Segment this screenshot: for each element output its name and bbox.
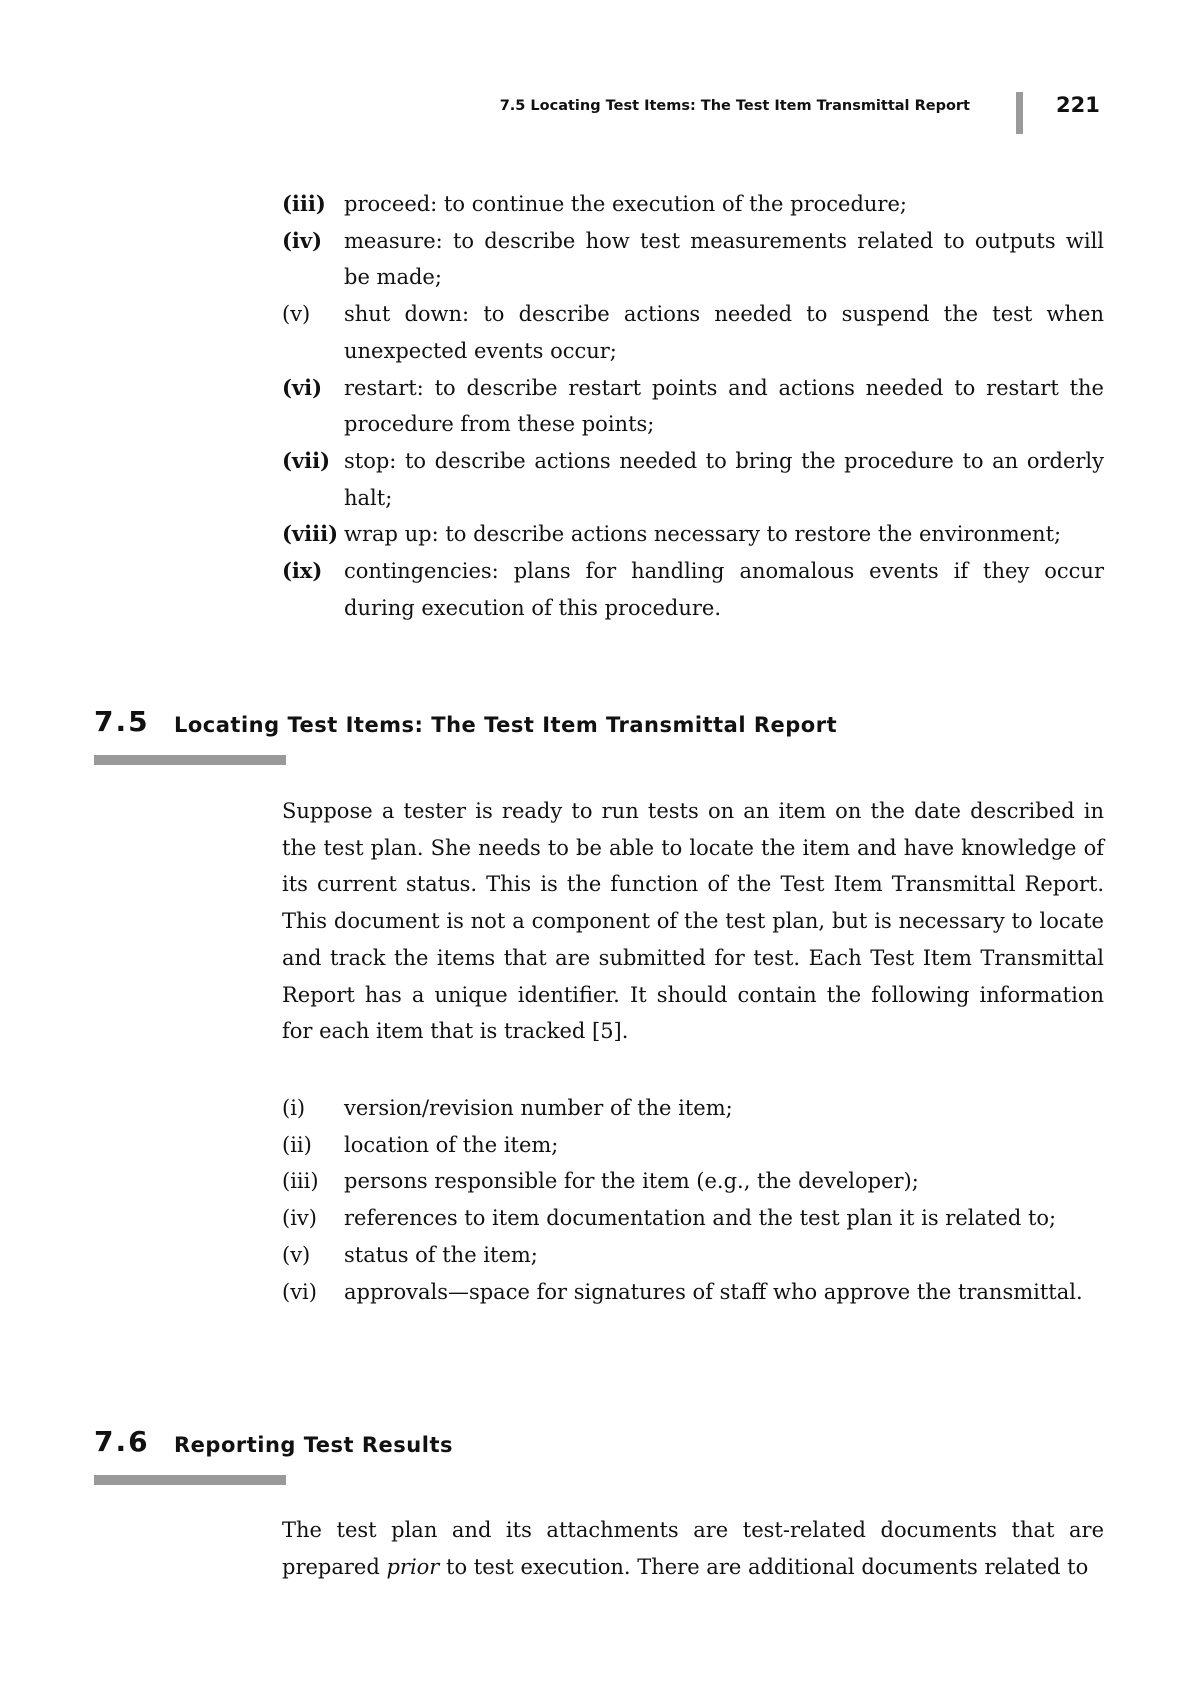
list-item-label: (ii) xyxy=(282,1132,312,1157)
section-number: 7.6 xyxy=(94,1425,150,1458)
paragraph-text-start: The test plan and its attachments are test-related documents that are prepared xyxy=(282,1518,1104,1579)
list-item-text: references to item documentation and the test plan it is related to; xyxy=(344,1206,1057,1231)
list-item-text: measure: to describe how test measurements related to outputs will be made; xyxy=(344,228,1104,290)
list-item xyxy=(282,1237,1104,1274)
list-item-text: contingencies: plans for handling anomalous events if they occur during execution of this procedure. xyxy=(344,559,1104,620)
list-item-label: (v) xyxy=(282,302,311,327)
running-header xyxy=(0,92,1200,132)
emphasized-word: prior xyxy=(386,1554,440,1579)
list-item-label: (iii) xyxy=(282,1169,319,1194)
list-item xyxy=(282,1163,1104,1200)
section-7-5-paragraph: Suppose a tester is ready to run tests on an item on the date described in the test plan. She needs to be able to locate the item and have knowledge of its current status. This is the function of the Test Item Transmittal Report. This document is not a component of the test plan, but is necessary to locate and track the items that are submitted for test. Each Test Item Transmittal Report has a unique identifier. It should contain the following information for each item that is tracked [5]. xyxy=(282,799,1104,1044)
list-item xyxy=(282,223,1104,296)
list-item-text: persons responsible for the item (e.g., the developer); xyxy=(344,1169,919,1194)
list-item xyxy=(282,1274,1104,1311)
list-item xyxy=(282,1200,1104,1237)
list-item xyxy=(282,370,1104,443)
list-item-text: restart: to describe restart points and actions needed to restart the procedure from these points; xyxy=(344,375,1104,437)
section-title: Locating Test Items: The Test Item Transmittal Report xyxy=(174,713,838,737)
list-item xyxy=(282,516,1104,553)
running-title: 7.5 Locating Test Items: The Test Item Transmittal Report xyxy=(499,98,970,114)
list-item-text: approvals—space for signatures of staff who approve the transmittal. xyxy=(344,1279,1083,1304)
list-item-label: (v) xyxy=(282,1242,311,1267)
list-item-text: location of the item; xyxy=(344,1132,559,1157)
section-7-6-paragraph xyxy=(282,1512,1104,1585)
list-item-text: wrap up: to describe actions necessary to restore the environment; xyxy=(344,522,1062,547)
list-item-text: status of the item; xyxy=(344,1242,538,1267)
list-item-label: (vi) xyxy=(282,1279,317,1304)
list-item xyxy=(282,553,1104,626)
transmittal-info-list xyxy=(282,1090,1104,1310)
section-title: Reporting Test Results xyxy=(174,1433,453,1457)
list-item-label: (viii) xyxy=(282,521,339,547)
list-item-label: (iv) xyxy=(282,1206,317,1231)
list-item-label: (iii) xyxy=(282,191,326,216)
list-item-label: (ix) xyxy=(282,558,323,584)
list-item xyxy=(282,1127,1104,1164)
list-item xyxy=(282,443,1104,516)
list-item xyxy=(282,1090,1104,1127)
list-item-text: stop: to describe actions needed to bring the procedure to an orderly halt; xyxy=(344,448,1104,510)
list-item-text: proceed: to continue the execution of the procedure; xyxy=(344,192,907,216)
list-item xyxy=(282,186,1104,223)
header-divider xyxy=(1016,92,1023,134)
list-item-text: version/revision number of the item; xyxy=(344,1096,733,1120)
list-item-text: shut down: to describe actions needed to suspend the test when unexpected events occur; xyxy=(344,302,1104,363)
list-item-label: (i) xyxy=(282,1096,306,1120)
procedure-steps-list xyxy=(282,186,1104,626)
list-item-label: (vi) xyxy=(282,374,323,400)
list-item-label: (iv) xyxy=(282,227,323,253)
list-item-label: (vii) xyxy=(282,447,331,473)
list-item xyxy=(282,296,1104,369)
page-number: 221 xyxy=(1056,93,1100,117)
section-rule xyxy=(94,1475,286,1485)
paragraph-text-end: to test execution. There are additional documents related to xyxy=(439,1554,1089,1579)
section-rule xyxy=(94,755,286,765)
section-number: 7.5 xyxy=(94,705,150,738)
